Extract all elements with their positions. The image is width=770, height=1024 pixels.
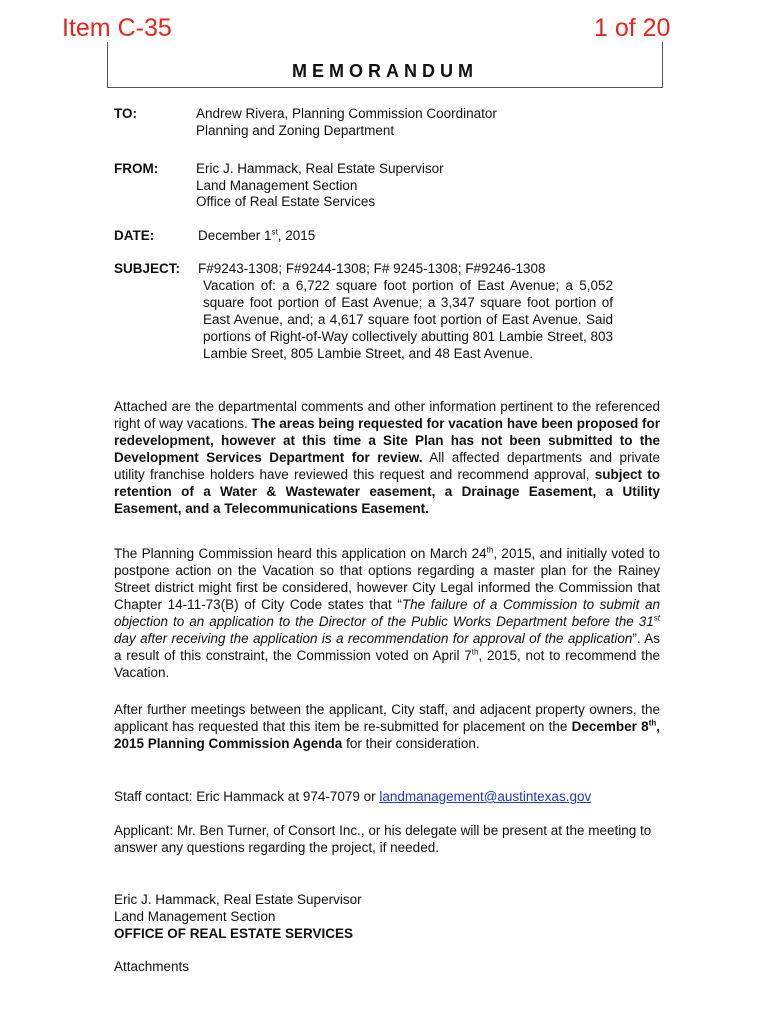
p2-sup-2: st: [653, 613, 660, 623]
signature-line-3: OFFICE OF REAL ESTATE SERVICES: [114, 926, 354, 941]
from-line-3: Office of Real Estate Services: [196, 194, 376, 209]
from-line-2: Land Management Section: [196, 177, 358, 193]
p3-text-c: for their consideration.: [342, 736, 480, 751]
p3-sup: th: [648, 718, 657, 728]
to-line-2: Planning and Zoning Department: [196, 122, 395, 138]
date-text: December 1: [198, 228, 272, 243]
to-label: TO:: [114, 106, 137, 121]
date-label: DATE:: [114, 228, 155, 243]
p3-bold-2: , 2015 Planning Commission Agenda: [114, 719, 661, 751]
paragraph-1: [114, 398, 660, 517]
staff-contact: [114, 788, 591, 805]
p1-bold-d: subject to retention of a Water & Wastewater easement, a Drainage Easement, a Utility Easement, and a Telecommunications Easement.: [114, 467, 660, 516]
p1-bold-b: The areas being requested for vacation have been proposed for redevelopment, however at this time a Site Plan has not been submitted to the Development Services Department for review.: [114, 416, 660, 465]
applicant-paragraph: Applicant: Mr. Ben Turner, of Consort Inc., or his delegate will be present at the meeting to answer any questions regarding the project, if needed.: [114, 823, 652, 855]
subject-files: F#9243-1308; F#9244-1308; F# 9245-1308; F#9246-1308: [198, 261, 546, 276]
page-stamp: 1 of 20: [594, 14, 671, 42]
signature-line-1: Eric J. Hammack, Real Estate Supervisor: [114, 892, 362, 907]
subject-body: Vacation of: a 6,722 square foot portion of East Avenue; a 5,052 square foot portion of East Avenue; a 3,347 square foot portion of East Avenue, and; a 4,617 square foot portion of East Avenue. Said portions of Right-of-Way collectively abutting 801 Lambie Street, 803 Lambie Sreet, 805 Lambie Street, and 48 East Avenue.: [203, 278, 613, 361]
p1-text-a: Attached are the departmental comments and other information pertinent to the referenced right of way vacations.: [114, 399, 660, 431]
staff-email-link[interactable]: landmanagement@austintexas.gov: [379, 789, 592, 804]
paragraph-3: [114, 701, 660, 752]
subject-label: SUBJECT:: [114, 261, 181, 276]
date-year: , 2015: [277, 228, 316, 243]
p2-sup-3: th: [471, 647, 479, 657]
from-label: FROM:: [114, 161, 159, 176]
from-line-1: Eric J. Hammack, Real Estate Supervisor: [196, 161, 444, 176]
p2-sup-1: th: [486, 545, 494, 555]
staff-contact-text: Staff contact: Eric Hammack at 974-7079 or: [114, 789, 380, 804]
p2-quote-1: The failure of a Commission to submit an objection to an application to the Director of the Public Works Department before the 31: [114, 597, 660, 629]
from-value: [196, 161, 444, 211]
memo-title: MEMORANDUM: [292, 61, 478, 81]
p2-text-b: , 2015, and initially voted to postpone action on the Vacation so that options regarding a master plan for the Rainey Street district might first be considered, however City Legal informed the Commission that Chapter 14-11-73(B) of City Code states that “: [114, 546, 661, 612]
p3-bold-1: December 8: [571, 719, 649, 734]
signature-line-2: Land Management Section: [114, 909, 276, 924]
date-sup: st: [271, 227, 278, 237]
to-line-1: Andrew Rivera, Planning Commission Coordinator: [196, 106, 497, 121]
p1-text-c: All affected departments and private utility franchise holders have reviewed this request and recommend approval,: [114, 450, 660, 482]
attachments-label: Attachments: [114, 959, 190, 974]
p2-text-e: , 2015, not to recommend the Vacation.: [114, 648, 660, 680]
p2-quote-2: day after receiving the application is a recommendation for approval of the application: [114, 631, 633, 646]
date-value: [198, 228, 315, 245]
signature-block: [114, 891, 362, 942]
p2-text-a: The Planning Commission heard this application on March 24: [114, 546, 487, 561]
item-stamp: Item C-35: [62, 14, 172, 42]
paragraph-2: [114, 545, 660, 681]
to-value: [196, 106, 497, 139]
p3-text-a: After further meetings between the applicant, City staff, and adjacent property owners, the applicant has requested that this item be re-submitted for placement on the: [114, 702, 660, 734]
p2-text-d: ”. As a result of this constraint, the Commission voted on April 7: [114, 631, 660, 663]
